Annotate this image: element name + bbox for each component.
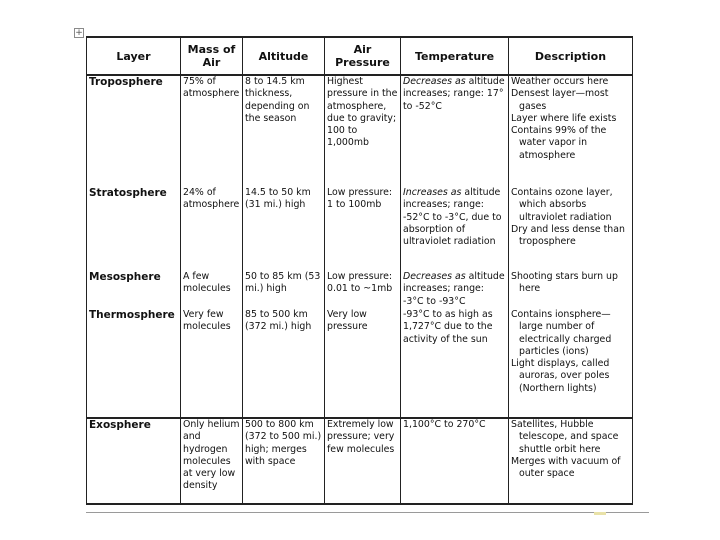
description-item: Shooting stars burn up here — [511, 271, 618, 295]
altitude-cell: 8 to 14.5 km thickness, depending on the season — [243, 75, 325, 187]
atmosphere-layers-table — [86, 36, 633, 505]
header-mass-of-air: Mass of Air — [181, 37, 243, 75]
temperature-trend: Decreases as — [403, 76, 466, 87]
description-cell — [509, 187, 633, 271]
table-row — [87, 309, 633, 418]
temperature-cell — [401, 187, 509, 271]
temperature-detail: altitude increases; range: 17° to -52°C — [403, 76, 505, 112]
pressure-cell: Low pressure: 1 to 100mb — [325, 187, 401, 271]
description-cell — [509, 309, 633, 418]
layer-name: Troposphere — [87, 75, 181, 187]
layer-name: Thermosphere — [87, 309, 181, 418]
header-row — [87, 37, 633, 75]
pressure-cell: Extremely low pressure; very few molecules — [325, 418, 401, 504]
table-row — [87, 187, 633, 271]
header-description: Description — [509, 37, 633, 75]
altitude-cell: 50 to 85 km (53 mi.) high — [243, 271, 325, 309]
altitude-cell: 500 to 800 km (372 to 500 mi.) high; merges with space — [243, 418, 325, 504]
description-item: Layer where life exists — [511, 112, 617, 124]
temperature-detail: altitude increases; range: -52°C to -3°C, due to absorption of ultraviolet radiation — [403, 187, 502, 248]
table-row — [87, 75, 633, 187]
header-altitude: Altitude — [243, 37, 325, 75]
layer-name: Stratosphere — [87, 187, 181, 271]
layer-name: Mesosphere — [87, 271, 181, 309]
temperature-cell — [401, 271, 509, 309]
mass-cell: A few molecules — [181, 271, 243, 309]
altitude-cell: 85 to 500 km (372 mi.) high — [243, 309, 325, 418]
pressure-cell: Highest pressure in the atmosphere, due to gravity; 100 to 1,000mb — [325, 75, 401, 187]
table-move-handle-icon[interactable]: + — [75, 28, 83, 38]
description-cell — [509, 271, 633, 309]
temperature-trend: Decreases as — [403, 271, 466, 282]
header-layer: Layer — [87, 37, 181, 75]
temperature-cell — [401, 309, 509, 418]
page-bottom-rule — [86, 512, 649, 513]
description-item: Contains ionsphere—large number of electrically charged particles (ions) — [511, 309, 612, 357]
description-item: Contains 99% of the water vapor in atmosphere — [511, 125, 607, 161]
temperature-detail: -93°C to as high as 1,727°C due to the activity of the sun — [403, 309, 493, 345]
edge-marker — [594, 510, 606, 515]
description-cell — [509, 75, 633, 187]
table-row — [87, 418, 633, 504]
altitude-cell: 14.5 to 50 km (31 mi.) high — [243, 187, 325, 271]
description-item: Contains ozone layer, which absorbs ultraviolet radiation — [511, 187, 613, 223]
temperature-trend: Increases as — [403, 187, 462, 198]
temperature-cell — [401, 418, 509, 504]
mass-cell: Very few molecules — [181, 309, 243, 418]
description-cell — [509, 418, 633, 504]
description-item: Weather occurs here — [511, 76, 609, 87]
description-item: Densest layer—most gases — [511, 88, 609, 112]
header-temperature: Temperature — [401, 37, 509, 75]
temperature-detail: altitude increases; range: -3°C to -93°C — [403, 271, 505, 307]
description-item: Light displays, called auroras, over poles (Northern lights) — [511, 358, 610, 394]
mass-cell: Only helium and hydrogen molecules at very low density — [181, 418, 243, 504]
pressure-cell: Low pressure: 0.01 to ~1mb — [325, 271, 401, 309]
table-row — [87, 271, 633, 309]
mass-cell: 75% of atmosphere — [181, 75, 243, 187]
description-item: Satellites, Hubble telescope, and space shuttle orbit here — [511, 419, 619, 455]
temperature-detail: 1,100°C to 270°C — [403, 419, 486, 430]
description-item: Dry and less dense than troposphere — [511, 223, 625, 248]
description-item: Merges with vacuum of outer space — [511, 455, 621, 480]
temperature-cell — [401, 75, 509, 187]
header-air-pressure: Air Pressure — [325, 37, 401, 75]
layer-name: Exosphere — [87, 418, 181, 504]
pressure-cell: Very low pressure — [325, 309, 401, 418]
mass-cell: 24% of atmosphere — [181, 187, 243, 271]
